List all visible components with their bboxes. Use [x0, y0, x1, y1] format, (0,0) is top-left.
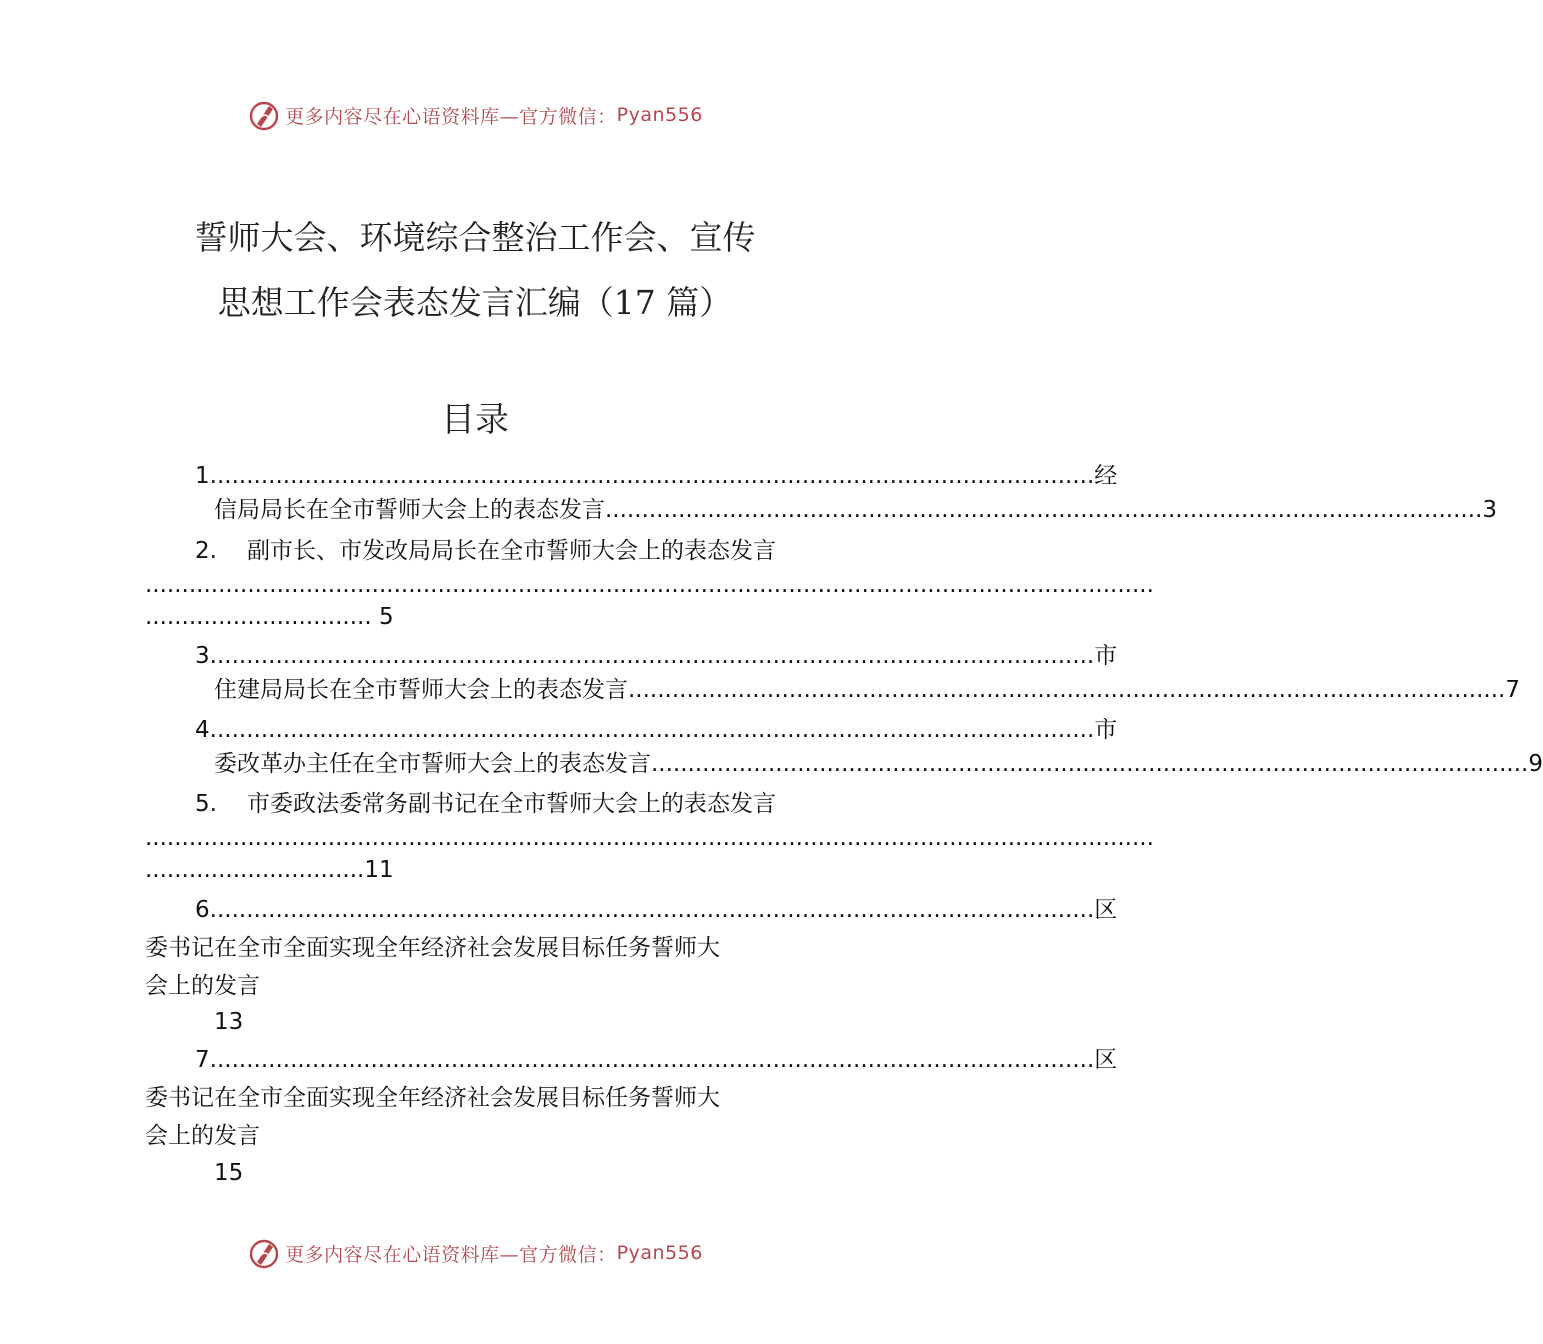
footer-banner — [0, 1233, 950, 1273]
toc-entry-number: 5. — [195, 791, 217, 817]
toc-page-number: 3 — [1482, 497, 1497, 523]
toc-entry-7[interactable] — [195, 1045, 1118, 1075]
leader-dots: .......................................................................................................................................... — [145, 572, 1154, 598]
toc-entry-text: 市 — [1094, 717, 1118, 743]
leader-dots: ........................................................................................................................ — [216, 463, 1095, 489]
toc-entry-7-continuation-1[interactable]: 委书记在全市全面实现全年经济社会发展目标任务誓师大 — [145, 1085, 720, 1111]
toc-entry-1[interactable] — [195, 461, 1118, 491]
leader-dots-line — [145, 823, 1154, 853]
leader-dots-line — [145, 570, 1154, 600]
toc-entry-text: 经 — [1094, 463, 1118, 489]
leader-dots: ........................................................................................................................ — [216, 717, 1095, 743]
toc-entry-text: 市 — [1094, 643, 1118, 669]
toc-entry-number: 7. — [195, 1047, 217, 1073]
toc-entry-4-continuation[interactable] — [214, 749, 1543, 779]
banner-text: 更多内容尽在心语资料库—官方微信： — [285, 1243, 617, 1266]
toc-entry-2[interactable] — [195, 536, 776, 566]
toc-entry-4[interactable] — [195, 715, 1118, 745]
leader-dots: ........................................................................................................................ — [605, 497, 1483, 523]
toc-entry-6-continuation-2[interactable]: 会上的发言 — [145, 973, 260, 999]
leader-dots: ........................................................................................................................ — [216, 1047, 1095, 1073]
leader-dots: ........................................................................................................................ — [651, 751, 1529, 777]
leader-dots: .......................................................................................................................................... — [145, 825, 1154, 851]
toc-entry-text: 住建局局长在全市誓师大会上的表态发言 — [214, 677, 628, 703]
toc-heading: 目录 — [441, 400, 509, 440]
toc-entry-text: 信局局长在全市誓师大会上的表态发言 — [214, 497, 605, 523]
pen-logo-icon — [247, 1236, 281, 1270]
toc-entry-3-continuation[interactable] — [214, 675, 1520, 705]
banner-wechat-id: Pyan556 — [616, 1242, 703, 1264]
toc-entry-text: 市委政法委常务副书记在全市誓师大会上的表态发言 — [246, 791, 776, 817]
toc-entry-1-continuation[interactable] — [214, 495, 1497, 525]
toc-entry-7-continuation-2[interactable]: 会上的发言 — [145, 1123, 260, 1149]
leader-dots: ............................... — [145, 604, 372, 630]
toc-entry-5[interactable] — [195, 789, 776, 819]
toc-entry-text: 委改革办主任在全市誓师大会上的表态发言 — [214, 751, 651, 777]
toc-page-number: 7 — [1505, 677, 1520, 703]
leader-dots: ........................................................................................................................ — [216, 643, 1095, 669]
toc-entry-6-continuation-1[interactable]: 委书记在全市全面实现全年经济社会发展目标任务誓师大 — [145, 935, 720, 961]
banner-text: 更多内容尽在心语资料库—官方微信： — [285, 105, 617, 128]
pen-logo-icon — [247, 98, 281, 132]
document-title-line-1: 誓师大会、环境综合整治工作会、宣传 — [194, 218, 756, 257]
toc-entry-number: 1. — [195, 463, 217, 489]
toc-entry-3[interactable] — [195, 641, 1118, 671]
document-title-line-2: 思想工作会表态发言汇编（17 篇） — [217, 283, 733, 322]
toc-page-number: 15 — [214, 1160, 244, 1186]
toc-entry-number: 2. — [195, 538, 217, 564]
toc-entry-text: 区 — [1094, 897, 1118, 923]
toc-entry-6[interactable] — [195, 895, 1118, 925]
toc-entry-text: 副市长、市发改局局长在全市誓师大会上的表态发言 — [246, 538, 776, 564]
toc-entry-text: 区 — [1094, 1047, 1118, 1073]
toc-page-number: 5 — [378, 604, 394, 630]
toc-entry-number: 4. — [195, 717, 217, 743]
toc-entry-number: 6. — [195, 897, 217, 923]
toc-page-number: 13 — [214, 1009, 244, 1035]
toc-page-number: 11 — [364, 857, 394, 883]
header-banner — [0, 95, 950, 135]
banner-wechat-id: Pyan556 — [616, 104, 703, 126]
toc-entry-5-page — [145, 855, 394, 885]
leader-dots: ........................................................................................................................ — [216, 897, 1095, 923]
toc-entry-number: 3. — [195, 643, 217, 669]
leader-dots: .............................. — [145, 857, 365, 883]
toc-entry-2-page — [145, 602, 394, 632]
toc-page-number: 9 — [1528, 751, 1543, 777]
leader-dots: ........................................................................................................................ — [628, 677, 1506, 703]
